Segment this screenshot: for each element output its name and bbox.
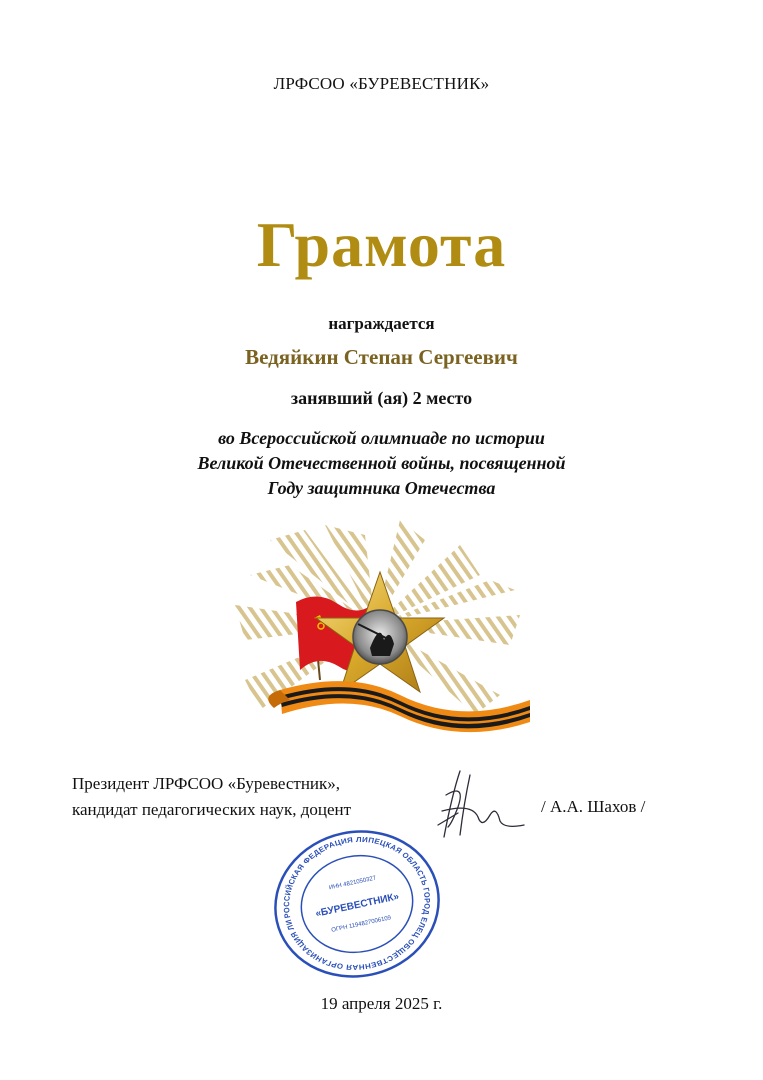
event-line: Году защитника Отечества bbox=[267, 478, 496, 498]
issue-date: 19 апреля 2025 г. bbox=[320, 994, 443, 1013]
seal-center-text: «БУРЕВЕСТНИК» bbox=[314, 891, 401, 920]
awarded-text: награждается bbox=[328, 314, 435, 333]
victory-emblem-icon bbox=[230, 520, 530, 745]
certificate-title: Грамота bbox=[256, 209, 507, 280]
position-line: кандидат педагогических наук, доцент bbox=[72, 800, 352, 819]
event-line: Великой Отечественной войны, посвященной bbox=[197, 453, 566, 473]
event-line: во Всероссийской олимпиаде по истории bbox=[218, 428, 545, 448]
organization-header: ЛРФСОО «БУРЕВЕСТНИК» bbox=[273, 74, 490, 93]
organization-seal bbox=[268, 826, 446, 982]
signatory-position bbox=[72, 771, 351, 823]
seal-ogrn: ОГРН 1194827006109 bbox=[330, 915, 392, 934]
signer-name: / А.А. Шахов / bbox=[541, 797, 646, 816]
place-text: занявший (ая) 2 место bbox=[290, 388, 473, 408]
st-george-ribbon bbox=[268, 681, 530, 732]
seal-inn: ИНН 4821050327 bbox=[328, 875, 377, 892]
event-description bbox=[0, 426, 763, 501]
seal-outer-text: РОССИЙСКАЯ ФЕДЕРАЦИЯ ЛИПЕЦКАЯ ОБЛАСТЬ ГОРОД ЕЛЕЦ ОБЩЕСТВЕННАЯ ОРГАНИЗАЦИЯ ЛИПЕЦКАЯ bbox=[281, 835, 432, 972]
recipient-name: Ведяйкин Степан Сергеевич bbox=[245, 345, 518, 369]
position-line: Президент ЛРФСОО «Буревестник», bbox=[72, 774, 341, 793]
